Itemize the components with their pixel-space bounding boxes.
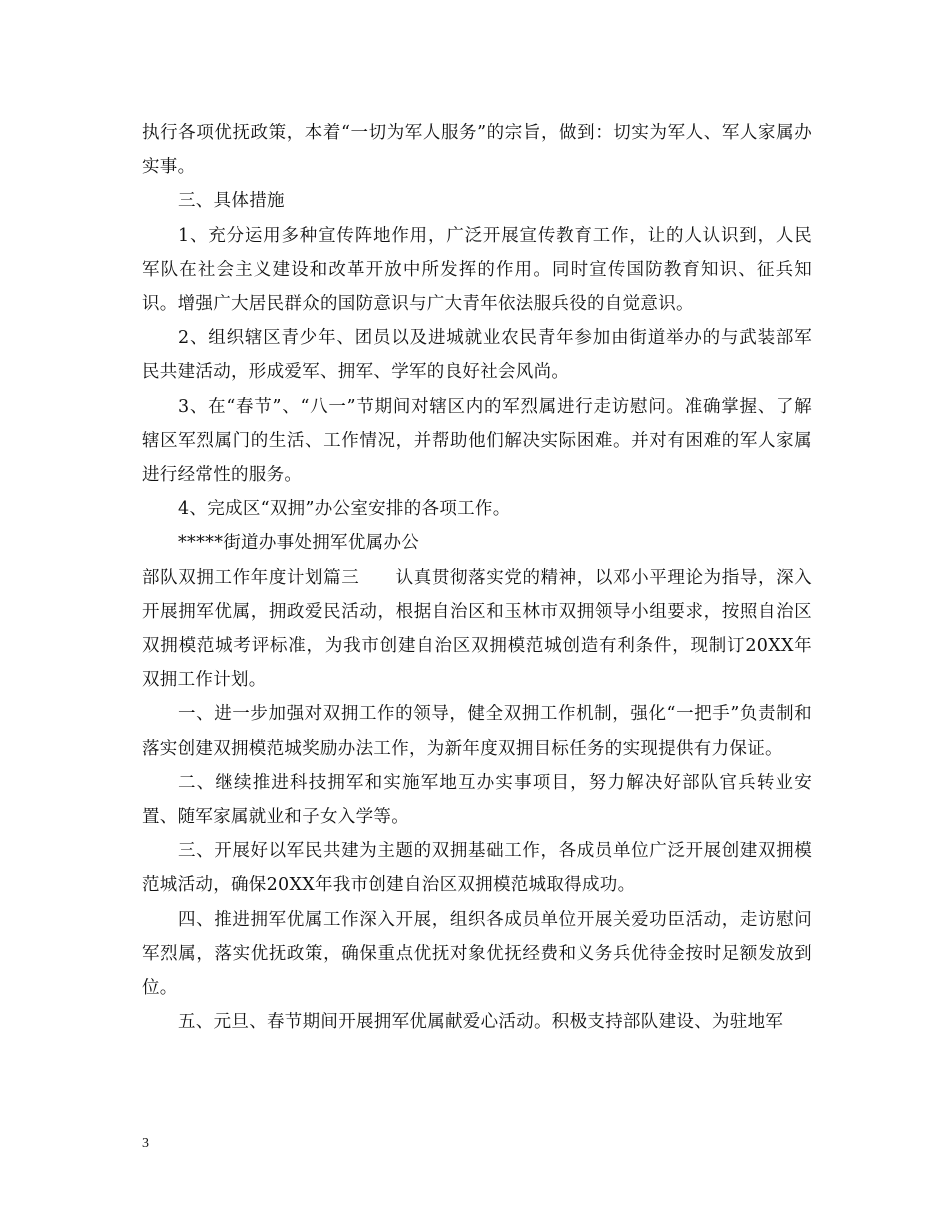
paragraph-item-4: 四、推进拥军优属工作深入开展，组织各成员单位开展关爱功臣活动，走访慰问军烈属，落实优抚政策，确保重点优抚对象优抚经费和义务兵优待金按时足额发放到位。 [142, 909, 812, 999]
document-body [142, 116, 812, 1039]
paragraph-plan-three-intro: 部队双拥工作年度计划篇三 认真贯彻落实党的精神，以邓小平理论为指导，深入开展拥军优属，拥政爱民活动，根据自治区和玉林市双拥领导小组要求，按照自治区双拥模范城考评标准，为我市创建自治区双拥模范城创造有利条件，现制订20XX年双拥工作计划。 [142, 567, 812, 691]
page-number: 3 [142, 1136, 149, 1151]
paragraph-continuation: 执行各项优抚政策，本着“一切为军人服务”的宗旨，做到：切实为军人、军人家属办实事。 [142, 123, 812, 178]
paragraph-measure-3: 3、在“春节”、“八一”节期间对辖区内的军烈属进行走访慰问。准确掌握、了解辖区军烈属门的生活、工作情况，并帮助他们解决实际困难。并对有困难的军人家属进行经常性的服务。 [142, 396, 812, 486]
paragraph-measure-2: 2、组织辖区青少年、团员以及进城就业农民青年参加由街道举办的与武装部军民共建活动，形成爱军、拥军、学军的良好社会风尚。 [142, 328, 812, 383]
paragraph-measure-1: 1、充分运用多种宣传阵地作用，广泛开展宣传教育工作，让的人认识到，人民军队在社会主义建设和改革开放中所发挥的作用。同时宣传国防教育知识、征兵知识。增强广大居民群众的国防意识与广大青年依法服兵役的自觉意识。 [142, 225, 812, 315]
paragraph-item-3: 三、开展好以军民共建为主题的双拥基础工作，各成员单位广泛开展创建双拥模范城活动，确保20XX年我市创建自治区双拥模范城取得成功。 [142, 841, 812, 896]
section-heading-specific-measures: 三、具体措施 [178, 191, 285, 212]
paragraph-measure-4: 4、完成区“双拥”办公室安排的各项工作。 [178, 499, 511, 520]
signature-line: *****街道办事处拥军优属办公 [178, 533, 420, 554]
paragraph-item-2: 二、继续推进科技拥军和实施军地互办实事项目，努力解决好部队官兵转业安置、随军家属就业和子女入学等。 [142, 772, 812, 828]
paragraph-item-5: 五、元旦、春节期间开展拥军优属献爱心活动。积极支持部队建设、为驻地军 [178, 1012, 784, 1033]
paragraph-item-1: 一、进一步加强对双拥工作的领导，健全双拥工作机制，强化“一把手”负责制和落实创建双拥模范城奖励办法工作，为新年度双拥目标任务的实现提供有力保证。 [142, 704, 812, 759]
